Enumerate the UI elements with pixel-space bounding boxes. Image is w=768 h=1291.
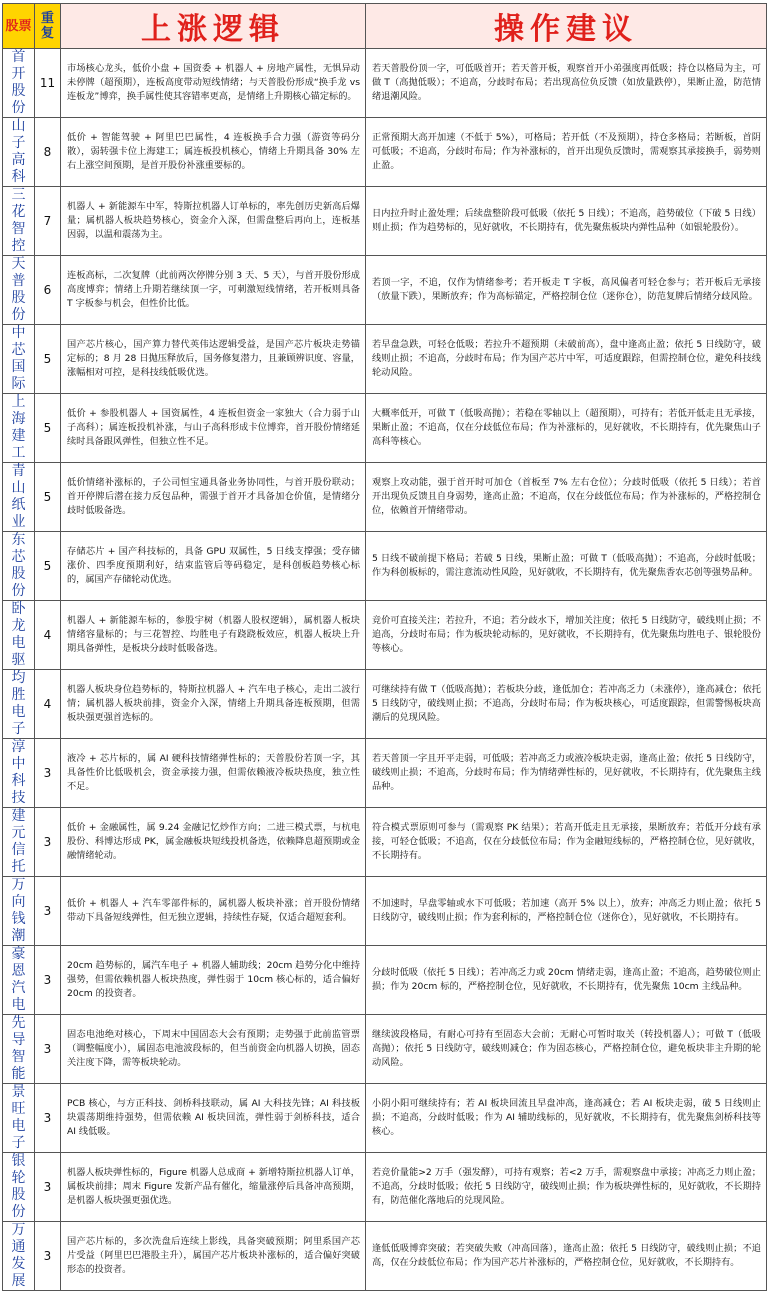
repeat-count: 3 [35, 1015, 61, 1084]
stock-name: 上海建工 [3, 394, 35, 463]
stock-name: 卧龙电驱 [3, 601, 35, 670]
stock-name: 银轮股份 [3, 1153, 35, 1222]
repeat-count: 11 [35, 49, 61, 118]
operation-advice: 竞价可直接关注；若拉升，不追；若分歧水下，增加关注度；依托 5 日线防守，破线则止损；不追高，分歧时布局；作为板块轮动标的，见好就收，不长期持有，优先聚焦均胜电子、银轮股份等核心。 [366, 601, 767, 670]
rise-logic: 机器人 + 新能源车标的，参股宇树（机器人股权逻辑），属机器人板块情绪容量标的；与三花智控、均胜电子有跷跷板效应，机器人板块上升期具备弹性，是板块分歧时低吸备选。 [61, 601, 366, 670]
operation-advice: 若天普股份顶一字，可低吸首开；若天普开板，观察首开小弟强度再低吸；持仓以格局为主，可做 T（高抛低吸）；不追高，分歧时布局；若出现高位负反馈（如放量跌停），果断止盈，防范情绪退潮风险。 [366, 49, 767, 118]
rise-logic: 机器人 + 新能源车中军，特斯拉机器人订单标的，率先创历史新高后爆量；属机器人板块趋势核心，资金介入深，但需盘整后再向上，连板基因弱，以温和震荡为主。 [61, 187, 366, 256]
stock-name: 天普股份 [3, 256, 35, 325]
stock-table [2, 3, 767, 1291]
repeat-count: 3 [35, 1222, 61, 1291]
table-row [3, 877, 767, 946]
header-stock: 股票 [3, 4, 35, 49]
table-header [3, 4, 767, 49]
operation-advice: 若早盘急跌，可轻仓低吸；若拉升不超预期（未破前高），盘中逢高止盈；依托 5 日线防守，破线则止损；不追高，分歧时布局；作为国产芯片中军，可适度跟踪，但需控制仓位，避免科技线轮动风险。 [366, 325, 767, 394]
stock-name: 青山纸业 [3, 463, 35, 532]
stock-name: 景旺电子 [3, 1084, 35, 1153]
header-advice: 操作建议 [366, 4, 767, 49]
operation-advice: 若竞价量能>2 万手（强发酵），可持有观察；若<2 万手，需观察盘中承接；冲高乏力则止盈；不追高，分歧时低吸；依托 5 日线防守，破线则止损；作为板块弹性标的，见好就收，不长期持有，防范催化落地后的兑现风险。 [366, 1153, 767, 1222]
rise-logic: 20cm 趋势标的，属汽车电子 + 机器人辅助线；20cm 趋势分化中维持强势，但需依赖机器人板块热度，弹性弱于 10cm 核心标的，适合偏好 20cm 的投资者。 [61, 946, 366, 1015]
operation-advice: 可继续持有做 T（低吸高抛）；若板块分歧，逢低加仓；若冲高乏力（未涨停），逢高减仓；依托 5 日线防守，破线则止损；不追高，分歧时布局；作为板块核心，可适度跟踪，但需警惕板块高潮后的兑现风险。 [366, 670, 767, 739]
table-row [3, 463, 767, 532]
header-repeat: 重复 [35, 4, 61, 49]
operation-advice: 分歧时低吸（依托 5 日线）；若冲高乏力或 20cm 情绪走弱，逢高止盈；不追高，趋势破位则止损；作为 20cm 标的，严格控制仓位，见好就收，不长期持有，优先聚焦 10cm 主线品种。 [366, 946, 767, 1015]
repeat-count: 5 [35, 325, 61, 394]
table-row [3, 1222, 767, 1291]
stock-name: 首开股份 [3, 49, 35, 118]
table-row [3, 739, 767, 808]
table-row [3, 118, 767, 187]
operation-advice: 小阴小阳可继续持有；若 AI 板块回流且早盘冲高，逢高减仓；若 AI 板块走弱，破 5 日线则止损；不追高，分歧时低吸；作为 AI 辅助线标的，见好就收，不长期持有，优先聚焦剑桥科技等核心。 [366, 1084, 767, 1153]
repeat-count: 5 [35, 394, 61, 463]
rise-logic: 低价 + 金融属性，属 9.24 金融记忆炒作方向；二进三模式票，与杭电股份、科博达形成 PK，属金融板块短线投机备选，依赖降息超预期或金融情绪轮动。 [61, 808, 366, 877]
table-row [3, 394, 767, 463]
operation-advice: 观察上攻动能，强于首开时可加仓（首板至 7% 左右仓位）；分歧时低吸（依托 5 日线）；若首开出现负反馈且自身弱势，逢高止盈；不追高，仅在分歧低位布局；作为补涨标的，严格控制仓位，依赖首开情绪带动。 [366, 463, 767, 532]
table-row [3, 256, 767, 325]
rise-logic: 低价 + 智能驾驶 + 阿里巴巴属性，4 连板换手合力强（游资等码分散），弱转强卡位上海建工；属连板投机核心，情绪上升期具备 30% 左右上涨空间预期，是首开股份补涨重要标的。 [61, 118, 366, 187]
repeat-count: 3 [35, 739, 61, 808]
table-row [3, 670, 767, 739]
rise-logic: 固态电池绝对核心，下周末中国固态大会有预期；走势强于此前监管票（调整幅度小），属固态电池波段标的，但当前资金向机器人切换，固态关注度下降，需等板块轮动。 [61, 1015, 366, 1084]
repeat-count: 3 [35, 1084, 61, 1153]
stock-name: 三花智控 [3, 187, 35, 256]
operation-advice: 若天普顶一字且开平走弱，可低吸；若冲高乏力或液冷板块走弱，逢高止盈；依托 5 日线防守，破线则止损；不追高，分歧时布局；作为情绪弹性标的，见好就收，不长期持有，优先聚焦主线品种。 [366, 739, 767, 808]
rise-logic: 机器人板块弹性标的，Figure 机器人总成商 + 新增特斯拉机器人订单，属板块前排；周末 Figure 发新产品有催化，缩量涨停后具备冲高预期，是机器人板块强更强优选。 [61, 1153, 366, 1222]
rise-logic: PCB 核心，与方正科技、剑桥科技联动，属 AI 大科技先锋；AI 科技板块震荡期维持强势，但需依赖 AI 板块回流，弹性弱于剑桥科技，适合 AI 线低吸。 [61, 1084, 366, 1153]
rise-logic: 国产芯片核心，国产算力替代英伟达逻辑受益，是国产芯片板块走势锚定标的；8 月 28 日抛压释放后，国务修复潜力，且兼顾辨识度、容量，涨幅相对可控，是科技线低吸优选。 [61, 325, 366, 394]
repeat-count: 3 [35, 808, 61, 877]
operation-advice: 日内拉升时止盈处理；后续盘整阶段可低吸（依托 5 日线）；不追高，趋势破位（下破 5 日线）则止损；作为趋势标的，见好就收，不长期持有，优先聚焦板块内弹性品种（如银轮股份）。 [366, 187, 767, 256]
stock-name: 建元信托 [3, 808, 35, 877]
operation-advice: 继续波段格局，有耐心可持有至固态大会前；无耐心可暂时取关（转投机器人）；可做 T（低吸高抛）；依托 5 日线防守，破线则减仓；作为固态核心，严格控制仓位，避免板块非主升期的轮动风险。 [366, 1015, 767, 1084]
repeat-count: 3 [35, 877, 61, 946]
table-row [3, 1015, 767, 1084]
table-row [3, 808, 767, 877]
repeat-count: 4 [35, 670, 61, 739]
operation-advice: 符合模式票原则可参与（需观察 PK 结果）；若高开低走且无承接，果断放弃；若低开分歧有承接，可轻仓低吸；不追高，仅在分歧低位布局；作为金融短线标的，严格控制仓位，见好就收，不长期持有。 [366, 808, 767, 877]
repeat-count: 6 [35, 256, 61, 325]
rise-logic: 国产芯片标的，多次洗盘后连续上影线，具备突破预期；阿里系国产芯片受益（阿里巴巴港股主升），属国产芯片板块补涨标的，适合偏好突破形态的投资者。 [61, 1222, 366, 1291]
operation-advice: 逢低低吸博弈突破；若突破失败（冲高回落），逢高止盈；依托 5 日线防守，破线则止损；不追高，仅在分歧低位布局；作为国产芯片补涨标的，严格控制仓位，见好就收，不长期持有。 [366, 1222, 767, 1291]
operation-advice: 正常预期大高开加速（不低于 5%），可格局；若开低（不及预期），持仓多格局；若断板，首阴可低吸；不追高，分歧时布局；作为补涨标的，首开出现负反馈时，需观察其承接换手，弱势则止盈。 [366, 118, 767, 187]
rise-logic: 低价 + 机器人 + 汽车零部件标的，属机器人板块补涨；首开股份情绪带动下具备短线弹性，但无独立逻辑，持续性存疑，仅适合超短套利。 [61, 877, 366, 946]
stock-name: 均胜电子 [3, 670, 35, 739]
rise-logic: 连板高标，二次复牌（此前两次停牌分别 3 天、5 天），与首开股份形成高度博弈；情绪上升期若继续顶一字，可刺激短线情绪，若开板则具备 T 字板参与机会，但性价比低。 [61, 256, 366, 325]
stock-name: 淳中科技 [3, 739, 35, 808]
table-row [3, 532, 767, 601]
table-row [3, 601, 767, 670]
stock-name: 豪恩汽电 [3, 946, 35, 1015]
rise-logic: 机器人板块身位趋势标的，特斯拉机器人 + 汽车电子核心，走出二波行情；属机器人板块前排，资金介入深，情绪上升期具备连板预期，但需板块强更强首选标的。 [61, 670, 366, 739]
repeat-count: 3 [35, 1153, 61, 1222]
stock-name: 万通发展 [3, 1222, 35, 1291]
repeat-count: 4 [35, 601, 61, 670]
table-row [3, 49, 767, 118]
operation-advice: 大概率低开，可做 T（低吸高抛）；若稳在零轴以上（超预期），可持有；若低开低走且无承接，果断止盈；不追高，仅在分歧低位布局；作为补涨标的，见好就收，不长期持有，优先聚焦山子高科等核心。 [366, 394, 767, 463]
operation-advice: 不加速时，早盘零轴或水下可低吸；若加速（高开 5% 以上），放弃；冲高乏力则止盈；依托 5 日线防守，破线则止损；作为套利标的，严格控制仓位（迷你仓），见好就收，不长期持有。 [366, 877, 767, 946]
table-row [3, 1084, 767, 1153]
repeat-count: 5 [35, 463, 61, 532]
repeat-count: 8 [35, 118, 61, 187]
header-logic: 上涨逻辑 [61, 4, 366, 49]
stock-name: 中芯国际 [3, 325, 35, 394]
stock-name: 东芯股份 [3, 532, 35, 601]
rise-logic: 低价 + 参股机器人 + 国资属性，4 连板但资金一家独大（合力弱于山子高科）；属连板投机补涨，与山子高科形成卡位博弈，首开股份情绪延续时具备跟风弹性，但独立性不足。 [61, 394, 366, 463]
rise-logic: 低价情绪补涨标的，子公司恒宝通具备业务协同性，与首开股份联动；首开停牌后潜在接力反包品种，需强于首开才具备加仓价值，是情绪分歧时低吸备选。 [61, 463, 366, 532]
stock-name: 山子高科 [3, 118, 35, 187]
repeat-count: 3 [35, 946, 61, 1015]
stock-name: 先导智能 [3, 1015, 35, 1084]
repeat-count: 5 [35, 532, 61, 601]
operation-advice: 5 日线不破前提下格局；若破 5 日线，果断止盈；可做 T（低吸高抛）；不追高，分歧时低吸；作为科创板标的，需注意流动性风险，见好就收，不长期持有，优先聚焦香农芯创等强势品种。 [366, 532, 767, 601]
table-row [3, 187, 767, 256]
operation-advice: 若顶一字，不追，仅作为情绪参考；若开板走 T 字板，高风偏者可轻仓参与；若开板后无承接（放量下跌），果断放弃；作为高标锚定，严格控制仓位（迷你仓），防范复牌后情绪分歧风险。 [366, 256, 767, 325]
table-row [3, 1153, 767, 1222]
rise-logic: 液冷 + 芯片标的，属 AI 硬科技情绪弹性标的；天普股份若顶一字，其具备性价比低吸机会，资金承接力强，但需依赖液冷板块热度，独立性不足。 [61, 739, 366, 808]
stock-name: 万向钱潮 [3, 877, 35, 946]
table-row [3, 946, 767, 1015]
repeat-count: 7 [35, 187, 61, 256]
table-row [3, 325, 767, 394]
rise-logic: 市场核心龙头，低价小盘 + 国资委 + 机器人 + 房地产属性，无惧异动未停牌（超预期），连板高度带动短线情绪；与天普股份形成“换手龙 vs 连板龙”博弈，换手属性使其容错率更高，是情绪上升期核心锚定标的。 [61, 49, 366, 118]
rise-logic: 存储芯片 + 国产科技标的，具备 GPU 双属性，5 日线支撑强；受存储涨价、四季度预期利好，结束监管后等码稳定，是科创板趋势核心标的，属国产存储轮动优选。 [61, 532, 366, 601]
